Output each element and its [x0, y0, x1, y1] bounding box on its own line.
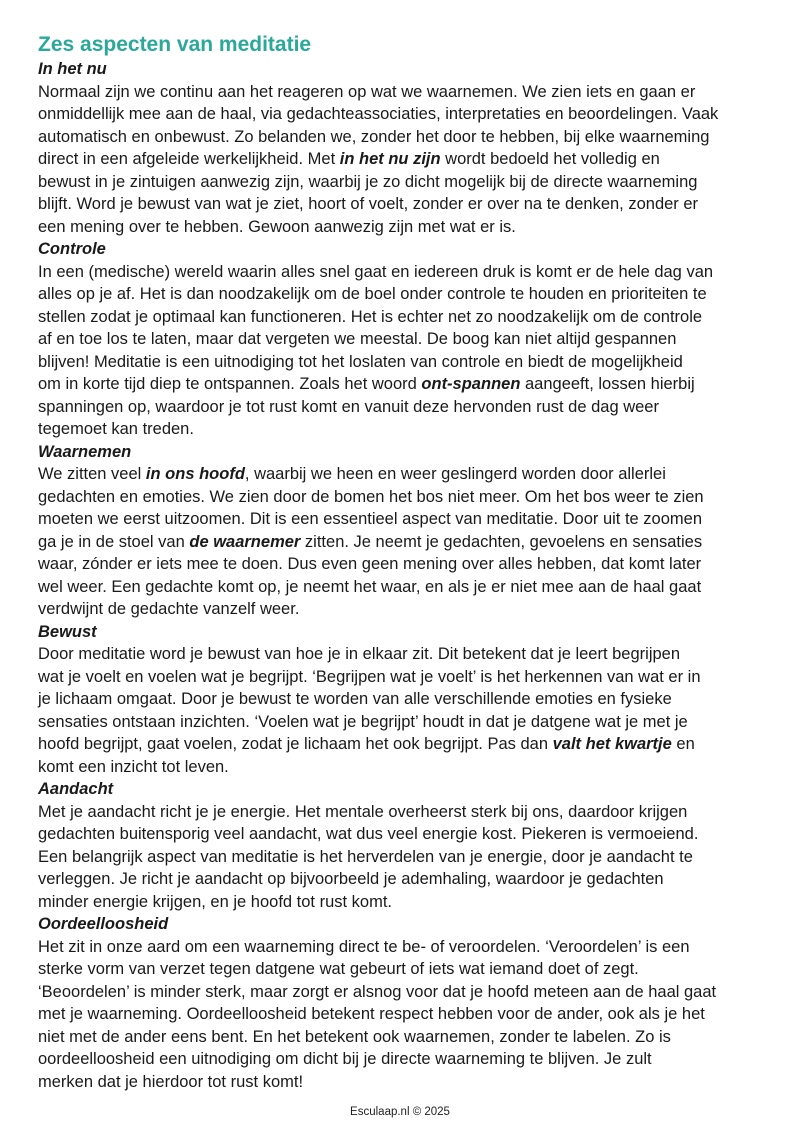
section	[38, 913, 768, 1093]
paragraph-text: wordt bedoeld het volledig en bewust in je zintuigen aanwezig zijn, waarbij je zo dicht mogelijk bij de directe waarneming blijft. Word je bewust van wat je ziet, hoort of voelt, zonder er over na te denken, zonder er een mening over te hebben. Gewoon aanwezig zijn met wat er is.	[38, 150, 699, 236]
section	[38, 621, 768, 779]
section-paragraph	[38, 261, 768, 441]
emphasized-text: valt het kwartje	[552, 735, 672, 753]
section-heading: Waarnemen	[38, 442, 132, 461]
section-heading: Aandacht	[38, 780, 114, 798]
sections-container	[38, 58, 768, 1093]
section-paragraph	[38, 463, 768, 621]
section	[38, 778, 768, 913]
section	[38, 238, 768, 441]
emphasized-text: in het nu zijn	[339, 150, 441, 168]
section-paragraph	[38, 936, 768, 1094]
footer-copyright: Esculaap.nl © 2025	[350, 1106, 450, 1118]
paragraph-text: Normaal zijn we continu aan het reageren op wat we waarnemen. We zien iets en gaan er onmiddellijk mee aan de haal, via gedachteassociaties, interpretaties en beoordelingen. Vaak automatisch en onbewust. Zo belanden we, zonder het door te hebben, bij elke waarneming direct in een afgeleide werkelijkheid. Met	[38, 82, 719, 168]
section-heading: Controle	[38, 240, 106, 258]
emphasized-text: ont-spannen	[421, 375, 521, 393]
section-heading: Bewust	[38, 622, 97, 641]
paragraph-text: Door meditatie word je bewust van hoe je in elkaar zit. Dit betekent dat je leert begrijpen wat je voelt en voelen wat je begrijpt. ‘Begrijpen wat je voelt’ is het herkennen van wat er in je lichaam omgaat. Door je bewust te worden van alle verschillende emoties en fysieke sensaties ontstaan inzichten. ‘Voelen wat je begrijpt’ houdt in dat je datgene wat je met je hoofd begrijpt, gaat voelen, zodat je lichaam het ook begrijpt. Pas dan	[38, 645, 701, 753]
page-title: Zes aspecten van meditatie	[38, 33, 312, 56]
section-heading: In het nu	[38, 60, 107, 78]
paragraph-text: We zitten veel	[38, 465, 146, 483]
section-heading: Oordeelloosheid	[38, 915, 169, 933]
paragraph-text: In een (medische) wereld waarin alles snel gaat en iedereen druk is komt er de hele dag van alles op je af. Het is dan noodzakelijk om de boel onder controle te houden en prioriteiten te stellen zodat je optimaal kan functioneren. Het is echter net zo noodzakelijk om de controle af en toe los te laten, maar dat vergeten we meestal. De boog kan niet altijd gespannen blijven! Meditatie is een uitnodiging tot het loslaten van controle en biedt de mogelijkheid om in korte tijd diep te ontspannen. Zoals het woord	[38, 262, 714, 393]
section	[38, 58, 768, 238]
section	[38, 441, 768, 621]
paragraph-text: en komt een inzicht tot leven.	[38, 735, 695, 776]
paragraph-text: aangeeft, lossen hierbij spanningen op, waardoor je tot rust komt en vanuit deze hervonden rust de dag weer tegemoet kan treden.	[38, 375, 695, 438]
section-paragraph	[38, 801, 768, 914]
emphasized-text: de waarnemer	[189, 532, 301, 551]
section-paragraph	[38, 643, 768, 778]
section-paragraph	[38, 81, 768, 239]
paragraph-text: , waarbij we heen en weer geslingerd worden door allerlei gedachten en emoties. We zien door de bomen het bos niet meer. Om het bos weer te zien moeten we eerst uitzoomen. Dit is een essentieel aspect van meditatie. Door uit te zoomen ga je in de stoel van	[38, 465, 704, 551]
paragraph-text: Het zit in onze aard om een waarneming direct te be- of veroordelen. ‘Veroordelen’ is een sterke vorm van verzet tegen datgene wat gebeurt of iets wat iemand doet of zegt. ‘Beoordelen’ is minder sterk, maar zorgt er alsnog voor dat je hoofd meteen aan de haal gaat met je waarneming. Oordeelloosheid betekent respect hebben voor de ander, ook als je het niet met de ander eens bent. En het betekent ook waarnemen, zonder te labelen. Zo is oordeelloosheid een uitnodiging om dicht bij je directe waarneming te blijven. Je zult merken dat je hierdoor tot rust komt!	[38, 937, 717, 1091]
emphasized-text: in ons hoofd	[145, 465, 245, 483]
paragraph-text: Met je aandacht richt je je energie. Het mentale overheerst sterk bij ons, daardoor krijgen gedachten buitensporig veel aandacht, wat dus veel energie kost. Piekeren is vermoeiend. Een belangrijk aspect van meditatie is het herverdelen van je energie, door je aandacht te verleggen. Je richt je aandacht op bijvoorbeeld je ademhaling, waardoor je gedachten minder energie krijgen, en je hoofd tot rust komt.	[38, 802, 699, 911]
paragraph-text: zitten. Je neemt je gedachten, gevoelens en sensaties waar, zónder er iets mee te doen. Dus even geen mening over alles hebben, dat komt later wel weer. Een gedachte komt op, je neemt het waar, en als je er niet mee aan de haal gaat verdwijnt de gedachte vanzelf weer.	[38, 532, 703, 618]
article	[38, 32, 768, 1093]
